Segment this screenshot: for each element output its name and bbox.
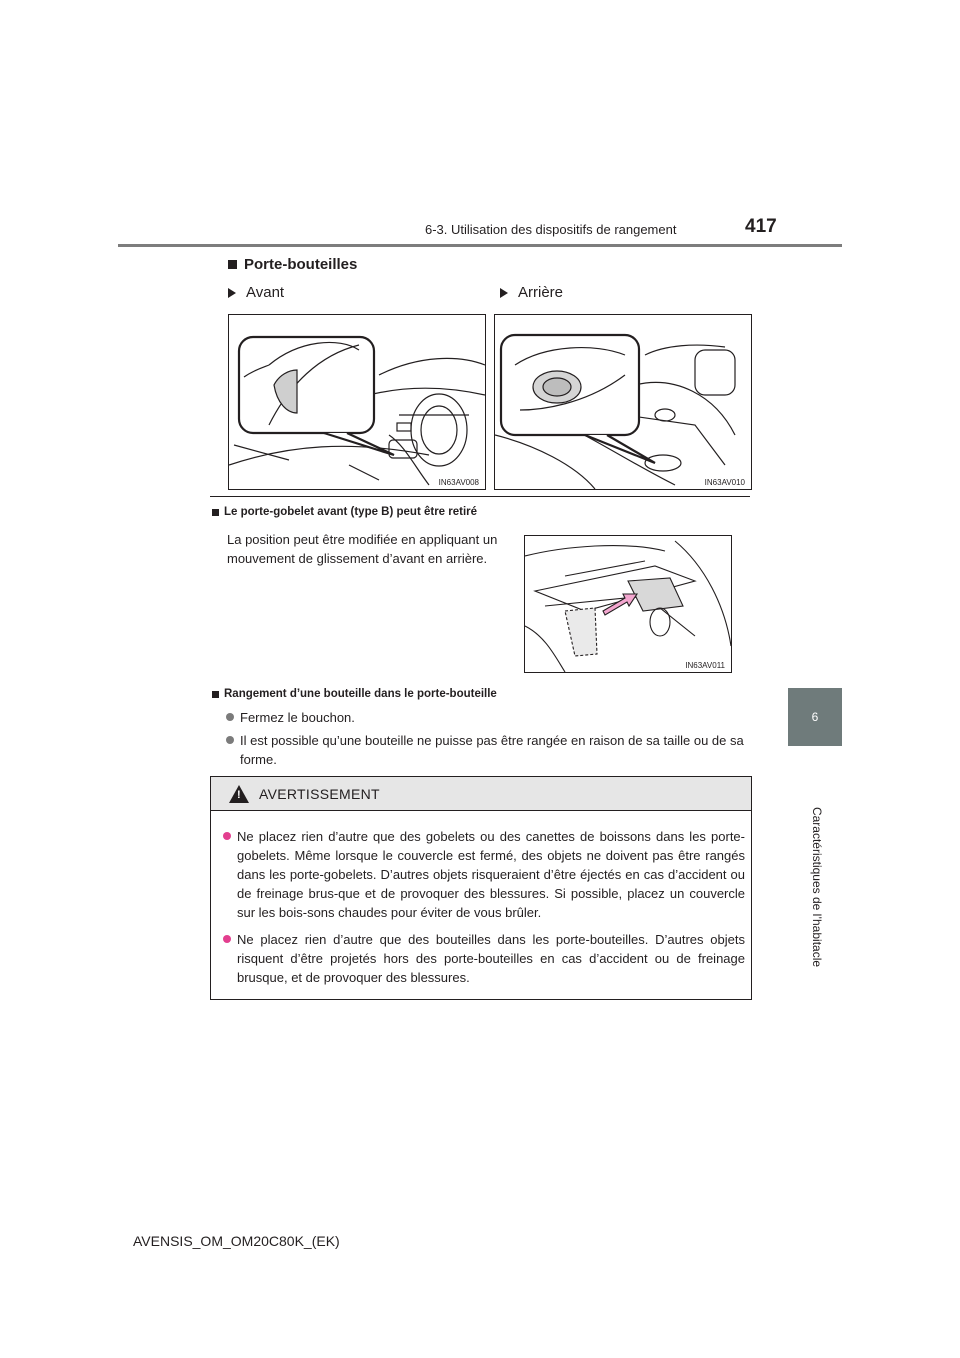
square-bullet-icon bbox=[228, 260, 237, 269]
warning-title: AVERTISSEMENT bbox=[259, 785, 380, 802]
front-bottle-holder-figure bbox=[228, 314, 486, 490]
front-label: Avant bbox=[228, 284, 284, 301]
cup-holder-heading: Le porte-gobelet avant (type B) peut être retiré bbox=[212, 506, 477, 518]
page-number: 417 bbox=[745, 216, 777, 237]
footer-code: AVENSIS_OM_OM20C80K_(EK) bbox=[133, 1233, 340, 1249]
square-bullet-icon bbox=[212, 509, 219, 516]
section-title: Porte-bouteilles bbox=[244, 256, 358, 273]
figure-code: IN63AV008 bbox=[438, 478, 479, 487]
warning-item: Ne placez rien d’autre que des bouteilles dans les porte-bouteilles. D’autres objets risquent d’être projetés hors des porte-bouteilles en cas d’accident ou de freinage brusque, et de provoquer des blessures. bbox=[223, 930, 745, 987]
list-item: Fermez le bouchon. bbox=[226, 708, 746, 727]
cup-holder-text: La position peut être modifiée en appliquant un mouvement de glissement d’avant en arrière. bbox=[227, 532, 498, 566]
warning-item: Ne placez rien d’autre que des gobelets ou des canettes de boissons dans les porte-gobelets. Même lorsque le couvercle est fermé, des objets ne doivent pas être rangés dans les porte-gobelets. D’autres objets risqueraient d’être éjectés en cas d’accident ou de freinage brus-que et de provoquer des blessures. Si possible, placez un couvercle sur les bois-sons chaudes pour éviter de vous brûler. bbox=[223, 827, 745, 922]
chapter-title-vertical: Caractéristiques de l’habitacle bbox=[810, 806, 824, 968]
bullet-dot-icon bbox=[223, 832, 231, 840]
section-heading bbox=[228, 256, 357, 273]
warning-triangle-icon: ! bbox=[229, 785, 249, 803]
rear-bottle-holder-figure bbox=[494, 314, 752, 490]
warning-body bbox=[211, 811, 751, 987]
bullet-dot-icon bbox=[223, 935, 231, 943]
warning-box bbox=[210, 776, 752, 1000]
rear-label: Arrière bbox=[500, 284, 563, 301]
bullet-dot-icon bbox=[226, 736, 234, 744]
triangle-bullet-icon bbox=[228, 288, 236, 298]
figure-code: IN63AV010 bbox=[704, 478, 745, 487]
warning-header bbox=[211, 777, 751, 811]
list-item: Il est possible qu’une bouteille ne puisse pas être rangée en raison de sa taille ou de sa forme. bbox=[226, 731, 750, 769]
square-bullet-icon bbox=[212, 691, 219, 698]
cup-holder-figure bbox=[524, 535, 732, 673]
figure-code: IN63AV011 bbox=[685, 661, 725, 670]
triangle-bullet-icon bbox=[500, 288, 508, 298]
header-rule bbox=[118, 244, 842, 247]
chapter-tab: 6 bbox=[788, 688, 842, 746]
divider bbox=[210, 496, 750, 497]
bottle-storage-heading: Rangement d’une bouteille dans le porte-bouteille bbox=[212, 688, 497, 700]
running-header: 6-3. Utilisation des dispositifs de rangement bbox=[425, 222, 677, 237]
bullet-dot-icon bbox=[226, 713, 234, 721]
